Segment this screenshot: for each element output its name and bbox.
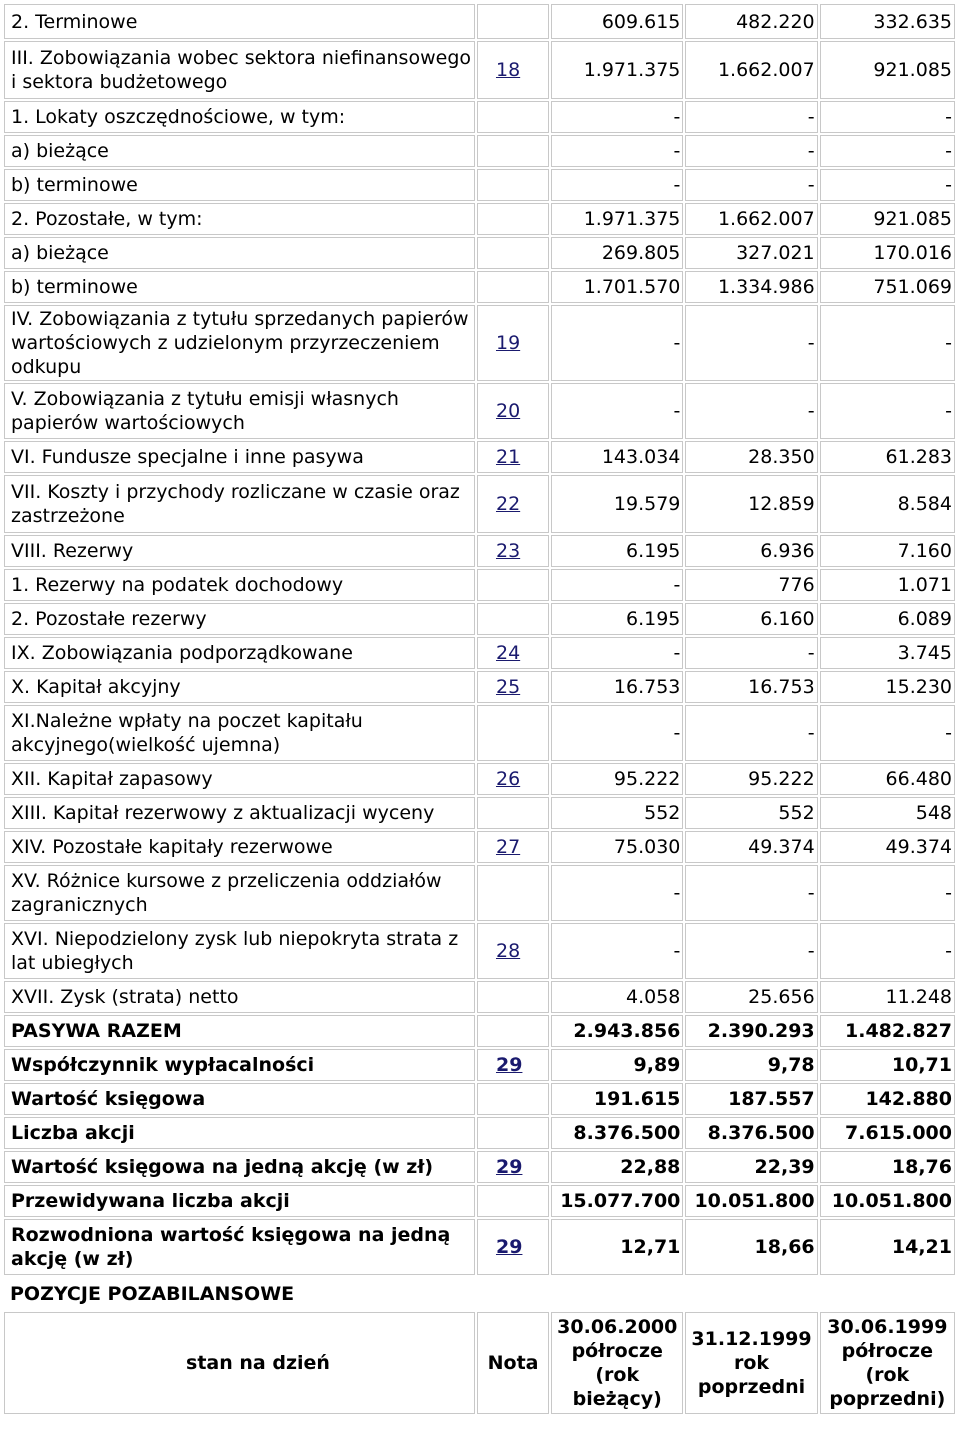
table-row [4, 169, 955, 201]
nota-link[interactable]: 24 [495, 642, 521, 664]
value-cell-2: - [685, 705, 817, 761]
value-cell-3: 142.880 [820, 1083, 955, 1115]
value-cell-3: 10,71 [820, 1049, 955, 1081]
balance-sheet-table [2, 2, 957, 1416]
value-cell-2: - [685, 383, 817, 439]
row-label: a) bieżące [4, 237, 475, 269]
value-cell-3: 18,76 [820, 1151, 955, 1183]
value-cell-3: 921.085 [820, 41, 955, 99]
value-cell-1: - [551, 923, 683, 979]
value-cell-3: 66.480 [820, 763, 955, 795]
row-label: XVI. Niepodzielony zysk lub niepokryta strata z lat ubiegłych [4, 923, 475, 979]
value-cell-2: 327.021 [685, 237, 817, 269]
value-cell-1: - [551, 705, 683, 761]
value-cell-1: 6.195 [551, 535, 683, 567]
value-cell-2: 25.656 [685, 981, 817, 1013]
nota-cell [477, 305, 549, 381]
nota-cell [477, 637, 549, 669]
row-label: VI. Fundusze specjalne i inne pasywa [4, 441, 475, 473]
table-row [4, 41, 955, 99]
table-row [4, 101, 955, 133]
row-label: b) terminowe [4, 169, 475, 201]
table-row [4, 271, 955, 303]
row-label: Liczba akcji [4, 1117, 475, 1149]
value-cell-2: 9,78 [685, 1049, 817, 1081]
nota-cell [477, 383, 549, 439]
value-cell-2: - [685, 305, 817, 381]
nota-cell [477, 705, 549, 761]
row-label: PASYWA RAZEM [4, 1015, 475, 1047]
value-cell-3: 1.071 [820, 569, 955, 601]
value-cell-3: - [820, 865, 955, 921]
value-cell-1: 16.753 [551, 671, 683, 703]
nota-cell [477, 535, 549, 567]
nota-cell [477, 169, 549, 201]
row-label: XIII. Kapitał rezerwowy z aktualizacji wyceny [4, 797, 475, 829]
value-cell-3: 548 [820, 797, 955, 829]
header-col-2: 31.12.1999 rok poprzedni [685, 1312, 817, 1414]
nota-cell [477, 671, 549, 703]
row-label: XV. Różnice kursowe z przeliczenia oddziałów zagranicznych [4, 865, 475, 921]
value-cell-1: 6.195 [551, 603, 683, 635]
value-cell-3: 1.482.827 [820, 1015, 955, 1047]
nota-cell [477, 1185, 549, 1217]
nota-cell [477, 831, 549, 863]
table-row [4, 203, 955, 235]
nota-link[interactable]: 29 [495, 1236, 523, 1258]
value-cell-3: - [820, 305, 955, 381]
nota-cell [477, 569, 549, 601]
nota-link[interactable]: 27 [495, 836, 521, 858]
table-row [4, 1185, 955, 1217]
value-cell-2: 10.051.800 [685, 1185, 817, 1217]
row-label: XII. Kapitał zapasowy [4, 763, 475, 795]
nota-cell [477, 603, 549, 635]
nota-cell [477, 4, 549, 39]
row-label: VII. Koszty i przychody rozliczane w czasie oraz zastrzeżone [4, 475, 475, 533]
row-label: a) bieżące [4, 135, 475, 167]
table-row [4, 1151, 955, 1183]
value-cell-1: 191.615 [551, 1083, 683, 1115]
nota-cell [477, 763, 549, 795]
value-cell-1: - [551, 637, 683, 669]
table-row [4, 603, 955, 635]
row-label: Przewidywana liczba akcji [4, 1185, 475, 1217]
value-cell-2: 776 [685, 569, 817, 601]
section-title: POZYCJE POZABILANSOWE [10, 1282, 295, 1305]
table-row [4, 383, 955, 439]
row-label: XVII. Zysk (strata) netto [4, 981, 475, 1013]
table-row [4, 1015, 955, 1047]
value-cell-3: 10.051.800 [820, 1185, 955, 1217]
value-cell-2: - [685, 169, 817, 201]
table-row [4, 475, 955, 533]
value-cell-3: 14,21 [820, 1219, 955, 1275]
table-row [4, 4, 955, 39]
value-cell-1: 1.701.570 [551, 271, 683, 303]
value-cell-1: 15.077.700 [551, 1185, 683, 1217]
table-row [4, 135, 955, 167]
value-cell-1: 1.971.375 [551, 41, 683, 99]
row-label: XI.Należne wpłaty na poczet kapitału akcyjnego(wielkość ujemna) [4, 705, 475, 761]
table-row [4, 637, 955, 669]
nota-cell [477, 1151, 549, 1183]
value-cell-1: 22,88 [551, 1151, 683, 1183]
value-cell-1: 609.615 [551, 4, 683, 39]
value-cell-2: 6.160 [685, 603, 817, 635]
header-col-3: 30.06.1999 półrocze (rok poprzedni) [820, 1312, 955, 1414]
value-cell-3: 921.085 [820, 203, 955, 235]
row-label: III. Zobowiązania wobec sektora niefinansowego i sektora budżetowego [4, 41, 475, 99]
value-cell-1: - [551, 383, 683, 439]
row-label: V. Zobowiązania z tytułu emisji własnych papierów wartościowych [4, 383, 475, 439]
nota-cell [477, 237, 549, 269]
nota-cell [477, 135, 549, 167]
row-label: 2. Pozostałe rezerwy [4, 603, 475, 635]
nota-cell [477, 271, 549, 303]
value-cell-3: - [820, 135, 955, 167]
value-cell-3: 49.374 [820, 831, 955, 863]
row-label: Wartość księgowa na jedną akcję (w zł) [4, 1151, 475, 1183]
nota-cell [477, 797, 549, 829]
nota-cell [477, 1219, 549, 1275]
value-cell-1: 552 [551, 797, 683, 829]
table-row [4, 569, 955, 601]
nota-link[interactable]: 29 [495, 1054, 523, 1076]
value-cell-2: - [685, 101, 817, 133]
value-cell-1: - [551, 169, 683, 201]
value-cell-2: 28.350 [685, 441, 817, 473]
value-cell-1: - [551, 101, 683, 133]
nota-cell [477, 475, 549, 533]
nota-link[interactable]: 26 [495, 768, 521, 790]
table-row [4, 831, 955, 863]
row-label: IX. Zobowiązania podporządkowane [4, 637, 475, 669]
value-cell-1: - [551, 569, 683, 601]
table-body [4, 4, 955, 1414]
row-label: VIII. Rezerwy [4, 535, 475, 567]
value-cell-3: 170.016 [820, 237, 955, 269]
header-col-1: 30.06.2000 półrocze (rok bieżący) [551, 1312, 683, 1414]
table-row [4, 1117, 955, 1149]
header-label: stan na dzień [4, 1312, 475, 1414]
nota-link[interactable]: 23 [495, 540, 521, 562]
table-row [4, 923, 955, 979]
value-cell-2: - [685, 865, 817, 921]
row-label: 2. Pozostałe, w tym: [4, 203, 475, 235]
value-cell-2: 2.390.293 [685, 1015, 817, 1047]
value-cell-2: 22,39 [685, 1151, 817, 1183]
value-cell-2: 1.662.007 [685, 41, 817, 99]
table-row [4, 305, 955, 381]
nota-link[interactable]: 20 [495, 400, 521, 422]
nota-cell [477, 1083, 549, 1115]
row-label: XIV. Pozostałe kapitały rezerwowe [4, 831, 475, 863]
value-cell-1: 95.222 [551, 763, 683, 795]
value-cell-3: 332.635 [820, 4, 955, 39]
header-row [4, 1312, 955, 1414]
value-cell-3: 8.584 [820, 475, 955, 533]
value-cell-1: - [551, 135, 683, 167]
nota-cell [477, 1117, 549, 1149]
value-cell-2: 8.376.500 [685, 1117, 817, 1149]
table-row [4, 865, 955, 921]
nota-cell [477, 1015, 549, 1047]
value-cell-2: - [685, 135, 817, 167]
table-row [4, 981, 955, 1013]
value-cell-2: - [685, 637, 817, 669]
nota-cell [477, 41, 549, 99]
table-row [4, 441, 955, 473]
section-title-row [4, 1277, 955, 1310]
table-row [4, 237, 955, 269]
value-cell-3: 6.089 [820, 603, 955, 635]
value-cell-2: 1.334.986 [685, 271, 817, 303]
table-row [4, 763, 955, 795]
value-cell-1: 143.034 [551, 441, 683, 473]
value-cell-3: 61.283 [820, 441, 955, 473]
nota-cell [477, 981, 549, 1013]
value-cell-3: - [820, 705, 955, 761]
value-cell-3: - [820, 169, 955, 201]
value-cell-1: 269.805 [551, 237, 683, 269]
table-row [4, 797, 955, 829]
table-row [4, 671, 955, 703]
nota-link[interactable]: 22 [495, 493, 521, 515]
nota-link[interactable]: 29 [495, 1156, 523, 1178]
value-cell-1: 12,71 [551, 1219, 683, 1275]
value-cell-1: 2.943.856 [551, 1015, 683, 1047]
row-label: 2. Terminowe [4, 4, 475, 39]
value-cell-2: - [685, 923, 817, 979]
value-cell-3: 751.069 [820, 271, 955, 303]
value-cell-1: 9,89 [551, 1049, 683, 1081]
value-cell-2: 95.222 [685, 763, 817, 795]
table-row [4, 1049, 955, 1081]
nota-link[interactable]: 28 [495, 940, 521, 962]
nota-link[interactable]: 18 [495, 59, 521, 81]
nota-cell [477, 1049, 549, 1081]
value-cell-3: 7.615.000 [820, 1117, 955, 1149]
value-cell-3: 7.160 [820, 535, 955, 567]
header-nota: Nota [477, 1312, 549, 1414]
row-label: Wartość księgowa [4, 1083, 475, 1115]
value-cell-2: 16.753 [685, 671, 817, 703]
value-cell-3: - [820, 383, 955, 439]
value-cell-3: 11.248 [820, 981, 955, 1013]
row-label: Rozwodniona wartość księgowa na jedną akcję (w zł) [4, 1219, 475, 1275]
row-label: X. Kapitał akcyjny [4, 671, 475, 703]
value-cell-1: 8.376.500 [551, 1117, 683, 1149]
value-cell-1: - [551, 865, 683, 921]
nota-cell [477, 101, 549, 133]
value-cell-1: - [551, 305, 683, 381]
value-cell-1: 4.058 [551, 981, 683, 1013]
nota-cell [477, 441, 549, 473]
value-cell-2: 187.557 [685, 1083, 817, 1115]
table-row [4, 705, 955, 761]
value-cell-2: 18,66 [685, 1219, 817, 1275]
table-row [4, 1083, 955, 1115]
nota-link[interactable]: 25 [495, 676, 521, 698]
table-row [4, 1219, 955, 1275]
value-cell-2: 482.220 [685, 4, 817, 39]
nota-link[interactable]: 19 [495, 332, 521, 354]
value-cell-2: 6.936 [685, 535, 817, 567]
value-cell-1: 19.579 [551, 475, 683, 533]
value-cell-2: 552 [685, 797, 817, 829]
row-label: 1. Lokaty oszczędnościowe, w tym: [4, 101, 475, 133]
value-cell-3: - [820, 101, 955, 133]
row-label: IV. Zobowiązania z tytułu sprzedanych papierów wartościowych z udzielonym przyrzeczeniem odkupu [4, 305, 475, 381]
value-cell-1: 75.030 [551, 831, 683, 863]
value-cell-3: - [820, 923, 955, 979]
row-label: Współczynnik wypłacalności [4, 1049, 475, 1081]
nota-link[interactable]: 21 [495, 446, 521, 468]
value-cell-2: 12.859 [685, 475, 817, 533]
value-cell-2: 1.662.007 [685, 203, 817, 235]
value-cell-3: 15.230 [820, 671, 955, 703]
value-cell-3: 3.745 [820, 637, 955, 669]
value-cell-2: 49.374 [685, 831, 817, 863]
nota-cell [477, 923, 549, 979]
nota-cell [477, 203, 549, 235]
value-cell-1: 1.971.375 [551, 203, 683, 235]
row-label: 1. Rezerwy na podatek dochodowy [4, 569, 475, 601]
nota-cell [477, 865, 549, 921]
table-row [4, 535, 955, 567]
row-label: b) terminowe [4, 271, 475, 303]
